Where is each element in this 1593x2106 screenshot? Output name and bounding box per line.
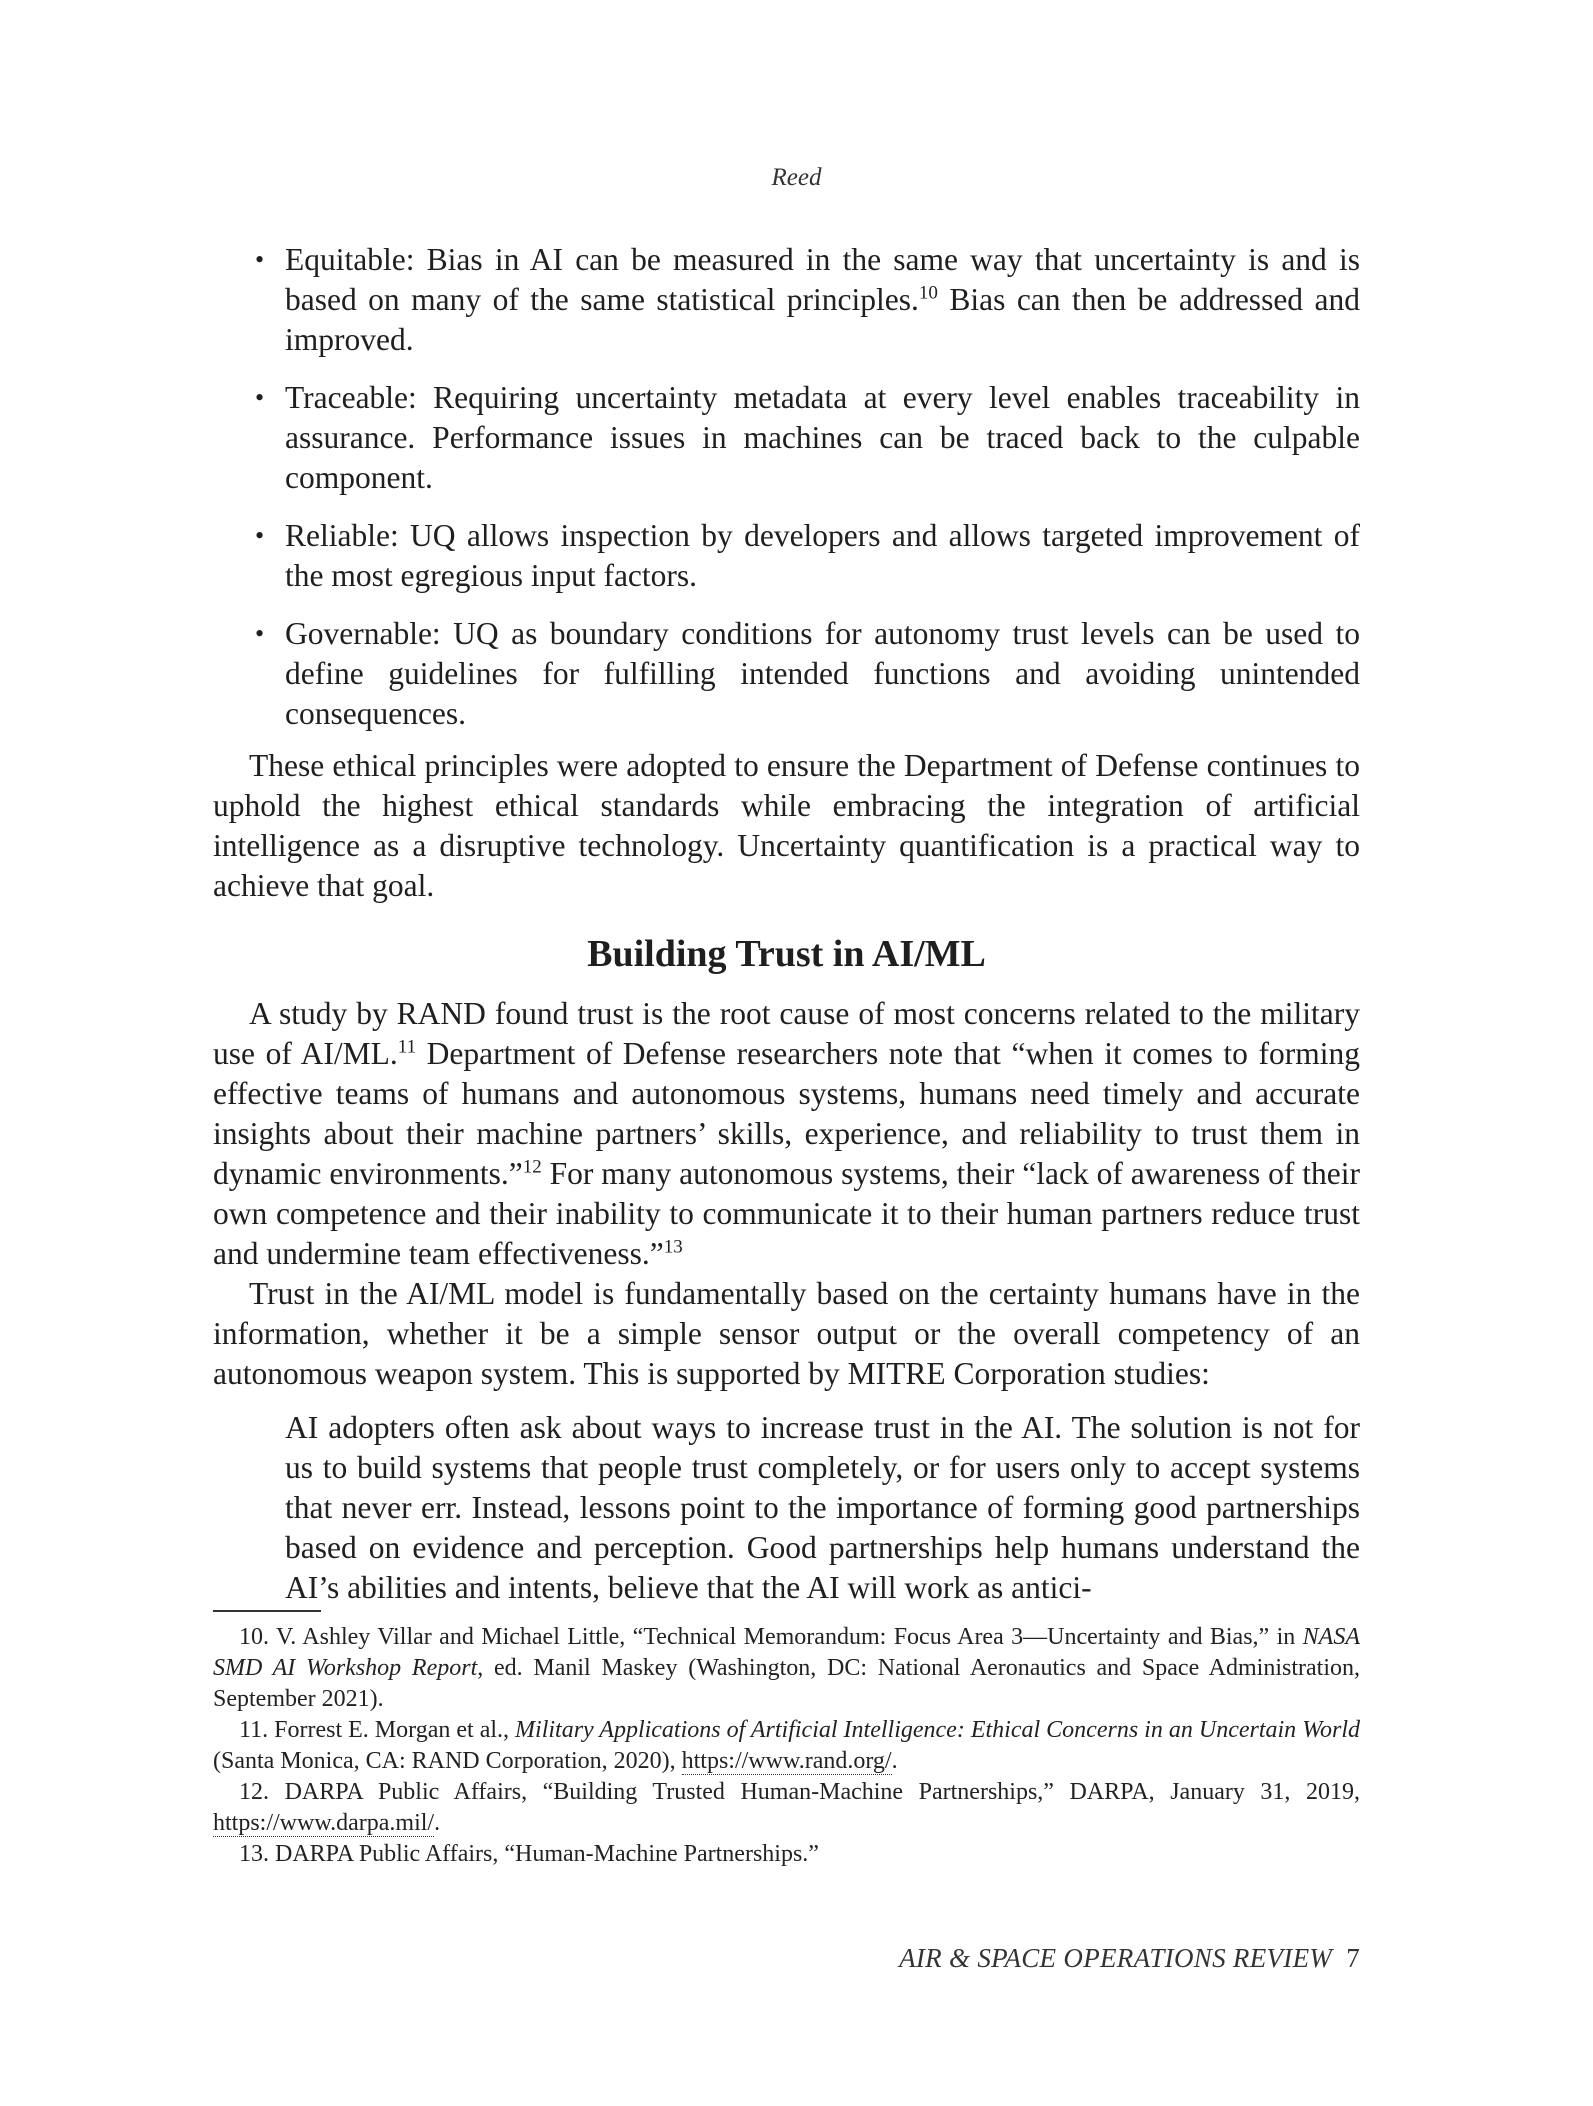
bullet-icon: •	[255, 245, 265, 274]
footnote: 11. Forrest E. Morgan et al., Military Applications of Artificial Intelligence: Ethical Concerns in an Uncertain World (Santa Monica, CA: RAND Corporation, 2020), https://www.rand.org/.	[213, 1717, 1360, 1774]
bullet-icon: •	[255, 619, 265, 648]
footnote-link[interactable]: https://www.rand.org/	[681, 1748, 892, 1774]
footnotes	[213, 1622, 1360, 1870]
footnote: 13. DARPA Public Affairs, “Human-Machine Partnerships.”	[239, 1841, 819, 1867]
footnote-ref[interactable]: 10	[918, 282, 938, 304]
running-foot	[899, 1943, 1360, 1974]
running-head: Reed	[771, 164, 822, 191]
paragraph: These ethical principles were adopted to ensure the Department of Defense continues to uphold the highest ethical standards while embracing the integration of artificial intelligence as a disruptive technology. Uncertainty quantification is a practical way to achieve that goal.	[213, 748, 1360, 903]
bullet-icon: •	[255, 383, 265, 412]
page-number: 7	[1346, 1943, 1360, 1973]
list-item: • Equitable: Bias in AI can be measured in the same way that uncertainty is and is based on many of the same statistical principles.$^{10}$ Bias can then be addressed and improved.	[255, 242, 1360, 357]
principles-list	[213, 240, 1360, 734]
block-quote: AI adopters often ask about ways to increase trust in the AI. The solution is not for us to build systems that people trust completely, or for users only to accept systems that never err. Instead, lessons point to the importance of forming good partnerships based on evidence and perception. Good partnerships help humans understand the AI’s abilities and intents, believe that the AI will work as antici-	[285, 1410, 1360, 1605]
main-text	[213, 240, 1360, 1608]
footnote-link[interactable]: https://www.darpa.mil/	[213, 1810, 435, 1836]
footnote: 12. DARPA Public Affairs, “Building Trusted Human-Machine Partnerships,” DARPA, January 31, 2019, https://www.darpa.mil/.	[213, 1779, 1360, 1836]
paragraph: A study by RAND found trust is the root cause of most concerns related to the military use of AI/ML.$^{11}$ Department of Defense researchers note that “when it comes to forming effective teams of humans and autonomous systems, humans need timely and accurate insights about their machine partners’ skills, experience, and reliability to trust them in dynamic environments.”$^{12}$ For many autonomous systems, their “lack of awareness of their own competence and their inability to communicate it to their human partners reduce trust and undermine team effectiveness.”$^{13}$	[213, 996, 1360, 1271]
list-item: • Reliable: UQ allows inspection by developers and allows targeted improvement of the most egregious input factors.	[255, 518, 1360, 593]
footnote-divider	[213, 1610, 321, 1612]
list-item: • Governable: UQ as boundary conditions for autonomy trust levels can be used to define guidelines for fulfilling intended functions and avoiding unintended consequences.	[255, 616, 1360, 731]
section-heading: Building Trust in AI/ML	[587, 933, 986, 975]
list-item: • Traceable: Requiring uncertainty metadata at every level enables traceability in assurance. Performance issues in machines can be traced back to the culpable component.	[255, 380, 1360, 495]
footnote: 10. V. Ashley Villar and Michael Little, “Technical Memorandum: Focus Area 3—Uncertainty and Bias,” in NASA SMD AI Workshop Report, ed. Manil Maskey (Washington, DC: National Aeronautics and Space Administration, September 2021).	[213, 1624, 1360, 1712]
footnote-ref[interactable]: 11	[397, 1036, 417, 1058]
footnote-ref[interactable]: 12	[522, 1156, 542, 1178]
journal-title: AIR & SPACE OPERATIONS REVIEW	[899, 1943, 1333, 1973]
paragraph: Trust in the AI/ML model is fundamentally based on the certainty humans have in the information, whether it be a simple sensor output or the overall competency of an autonomous weapon system. This is supported by MITRE Corporation studies:	[213, 1276, 1360, 1391]
bullet-icon: •	[255, 521, 265, 550]
footnote-ref[interactable]: 13	[663, 1236, 683, 1258]
